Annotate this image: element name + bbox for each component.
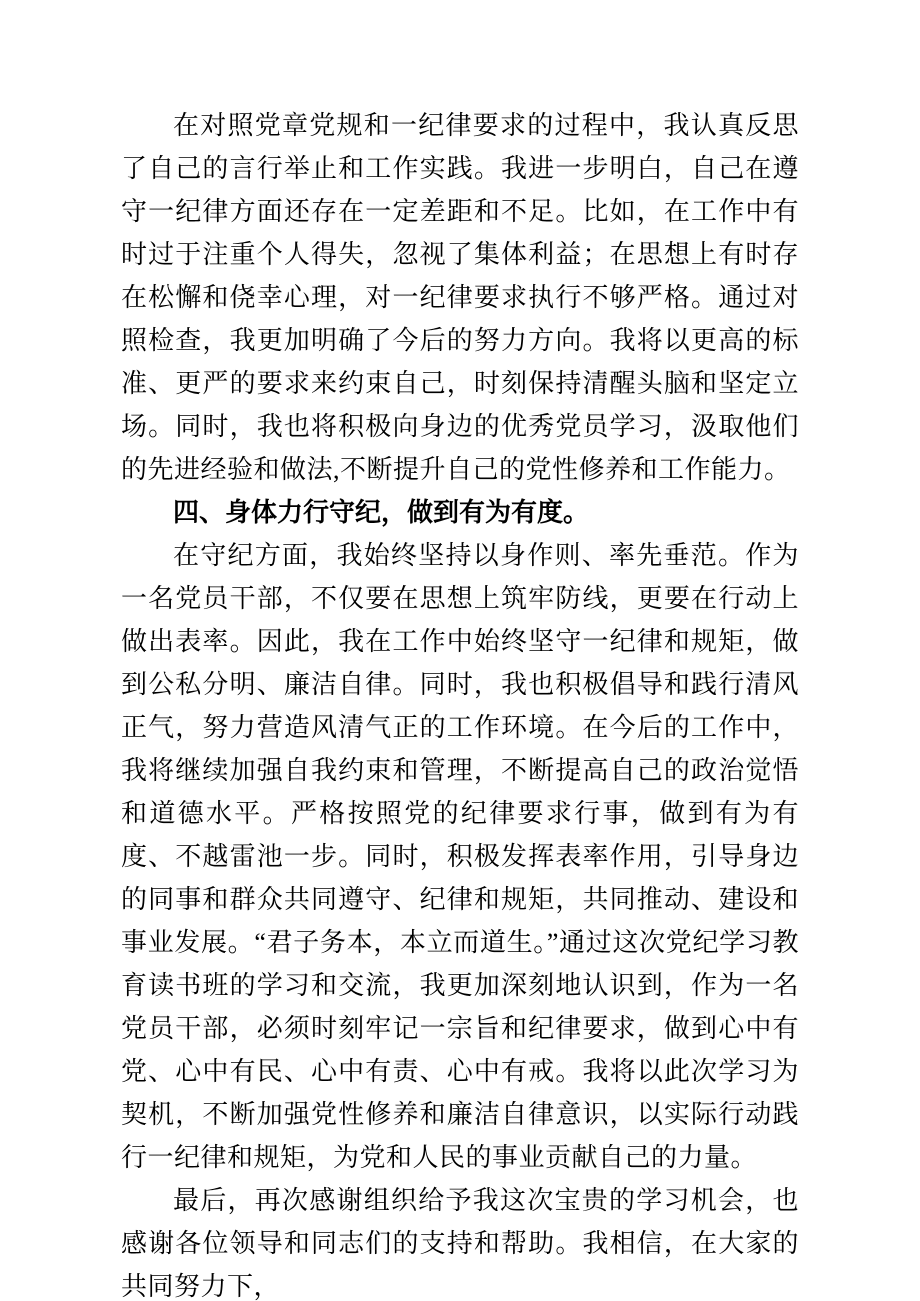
section-heading-four: 四、身体力行守纪，做到有为有度。	[173, 497, 590, 527]
paragraph-closing-thanks: 最后，再次感谢组织给予我这次宝贵的学习机会，也感谢各位领导和同志们的支持和帮助。我相信，在大家的共同努力下，	[121, 1186, 799, 1301]
paragraph-self-reflection: 在对照党章党规和一纪律要求的过程中，我认真反思了自己的言行举止和工作实践。我进一步明白，自己在遵守一纪律方面还存在一定差距和不足。比如，在工作中有时过于注重个人得失，忽视了集体利益；在思想上有时存在松懈和侥幸心理，对一纪律要求执行不够严格。通过对照检查，我更加明确了今后的努力方向。我将以更高的标准、更严的要求来约束自己，时刻保持清醒头脑和坚定立场。同时，我也将积极向身边的优秀党员学习，汲取他们的先进经验和做法,不断提升自己的党性修养和工作能力。	[121, 111, 799, 484]
paragraph-discipline-practice: 在守纪方面，我始终坚持以身作则、率先垂范。作为一名党员干部，不仅要在思想上筑牢防线，更要在行动上做出表率。因此，我在工作中始终坚守一纪律和规矩，做到公私分明、廉洁自律。同时，我也积极倡导和践行清风正气，努力营造风清气正的工作环境。在今后的工作中，我将继续加强自我约束和管理，不断提高自己的政治觉悟和道德水平。严格按照党的纪律要求行事，做到有为有度、不越雷池一步。同时，积极发挥表率作用，引导身边的同事和群众共同遵守、纪律和规矩，共同推动、建设和事业发展。“君子务本，本立而道生。”通过这次党纪学习教育读书班的学习和交流，我更加深刻地认识到，作为一名党员干部，必须时刻牢记一宗旨和纪律要求，做到心中有党、心中有民、心中有责、心中有戒。我将以此次学习为契机，不断加强党性修养和廉洁自律意识，以实际行动践行一纪律和规矩，为党和人民的事业贡献自己的力量。	[121, 541, 799, 1172]
